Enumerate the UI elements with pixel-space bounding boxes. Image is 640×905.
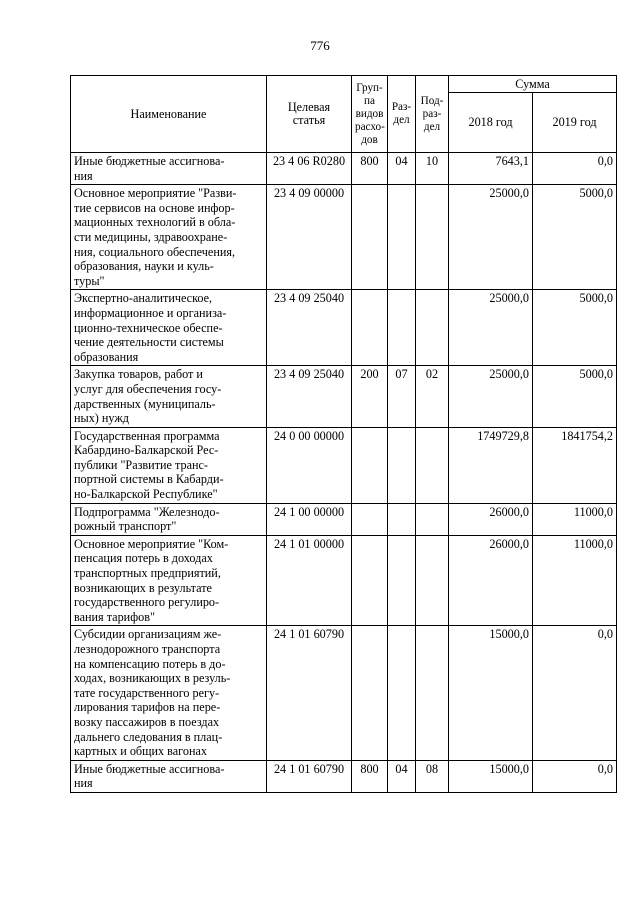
row-name: Основное мероприятие "Ком- пенсация потерь в доходах транспортных предприятий, возникающих в результате государственного регулиро- вания тарифов" bbox=[71, 535, 267, 626]
row-sum-2018: 15000,0 bbox=[449, 760, 533, 792]
row-sum-2019: 11000,0 bbox=[533, 503, 617, 535]
page-number: 776 bbox=[310, 38, 330, 53]
table-row bbox=[71, 366, 617, 427]
table-row bbox=[71, 427, 617, 503]
table-row bbox=[71, 185, 617, 290]
row-target-article: 23 4 09 25040 bbox=[267, 366, 352, 427]
row-target-article: 24 0 00 00000 bbox=[267, 427, 352, 503]
header-target-article: Целевая статья bbox=[267, 76, 352, 153]
header-section: Раз- дел bbox=[388, 76, 416, 153]
row-expense-group bbox=[352, 290, 388, 366]
row-sum-2018: 26000,0 bbox=[449, 535, 533, 626]
row-expense-group bbox=[352, 535, 388, 626]
row-expense-group: 200 bbox=[352, 366, 388, 427]
row-subsection: 02 bbox=[416, 366, 449, 427]
row-sum-2019: 5000,0 bbox=[533, 185, 617, 290]
row-sum-2019: 1841754,2 bbox=[533, 427, 617, 503]
table-row bbox=[71, 290, 617, 366]
row-sum-2018: 15000,0 bbox=[449, 626, 533, 760]
row-sum-2018: 26000,0 bbox=[449, 503, 533, 535]
row-subsection bbox=[416, 185, 449, 290]
header-year-2019: 2019 год bbox=[533, 93, 617, 153]
row-name: Подпрограмма "Железнодо- рожный транспорт" bbox=[71, 503, 267, 535]
table-body bbox=[71, 153, 617, 793]
row-target-article: 24 1 00 00000 bbox=[267, 503, 352, 535]
row-section: 04 bbox=[388, 153, 416, 185]
header-subsection: Под- раз- дел bbox=[416, 76, 449, 153]
row-expense-group bbox=[352, 626, 388, 760]
row-expense-group: 800 bbox=[352, 760, 388, 792]
row-target-article: 24 1 01 00000 bbox=[267, 535, 352, 626]
row-sum-2018: 25000,0 bbox=[449, 290, 533, 366]
row-subsection: 10 bbox=[416, 153, 449, 185]
row-subsection bbox=[416, 290, 449, 366]
row-subsection bbox=[416, 535, 449, 626]
row-sum-2019: 0,0 bbox=[533, 626, 617, 760]
row-name: Экспертно-аналитическое, информационное и организа- ционно-техническое обеспе- чение деятельности системы образования bbox=[71, 290, 267, 366]
row-subsection bbox=[416, 626, 449, 760]
header-sum: Сумма bbox=[449, 76, 617, 93]
row-target-article: 24 1 01 60790 bbox=[267, 760, 352, 792]
row-section bbox=[388, 290, 416, 366]
table-row bbox=[71, 626, 617, 760]
table-row bbox=[71, 760, 617, 792]
row-name: Государственная программа Кабардино-Балкарской Рес- публики "Развитие транс- портной системы в Кабарди- но-Балкарской Республике" bbox=[71, 427, 267, 503]
row-target-article: 23 4 09 00000 bbox=[267, 185, 352, 290]
row-section bbox=[388, 626, 416, 760]
row-sum-2019: 5000,0 bbox=[533, 290, 617, 366]
header-name: Наименование bbox=[71, 76, 267, 153]
row-name: Иные бюджетные ассигнова- ния bbox=[71, 153, 267, 185]
row-sum-2019: 0,0 bbox=[533, 153, 617, 185]
row-name: Иные бюджетные ассигнова- ния bbox=[71, 760, 267, 792]
row-expense-group bbox=[352, 185, 388, 290]
table-row bbox=[71, 503, 617, 535]
row-section: 04 bbox=[388, 760, 416, 792]
row-section bbox=[388, 503, 416, 535]
header-expense-group: Груп- па видов расхо- дов bbox=[352, 76, 388, 153]
row-name: Закупка товаров, работ и услуг для обеспечения госу- дарственных (муниципаль- ных) нужд bbox=[71, 366, 267, 427]
budget-table bbox=[70, 75, 617, 793]
row-subsection: 08 bbox=[416, 760, 449, 792]
row-target-article: 24 1 01 60790 bbox=[267, 626, 352, 760]
row-subsection bbox=[416, 503, 449, 535]
row-expense-group: 800 bbox=[352, 153, 388, 185]
row-target-article: 23 4 06 R0280 bbox=[267, 153, 352, 185]
table-row bbox=[71, 535, 617, 626]
table-row bbox=[71, 153, 617, 185]
row-subsection bbox=[416, 427, 449, 503]
row-section: 07 bbox=[388, 366, 416, 427]
row-section bbox=[388, 427, 416, 503]
row-expense-group bbox=[352, 427, 388, 503]
header-year-2018: 2018 год bbox=[449, 93, 533, 153]
row-sum-2018: 25000,0 bbox=[449, 185, 533, 290]
row-sum-2019: 5000,0 bbox=[533, 366, 617, 427]
row-sum-2019: 11000,0 bbox=[533, 535, 617, 626]
row-sum-2018: 1749729,8 bbox=[449, 427, 533, 503]
row-expense-group bbox=[352, 503, 388, 535]
row-sum-2019: 0,0 bbox=[533, 760, 617, 792]
row-sum-2018: 7643,1 bbox=[449, 153, 533, 185]
row-target-article: 23 4 09 25040 bbox=[267, 290, 352, 366]
row-section bbox=[388, 535, 416, 626]
row-section bbox=[388, 185, 416, 290]
row-name: Субсидии организациям же- лезнодорожного транспорта на компенсацию потерь в до- ходах, возникающих в резуль- тате государственного регу- лирования тарифов на пере- возку пассажиров в поездах дальнего следования в плац- картных и общих вагонах bbox=[71, 626, 267, 760]
row-name: Основное мероприятие "Разви- тие сервисов на основе инфор- мационных технологий в обла- сти медицины, здравоохране- ния, социального обеспечения, образования, науки и куль- туры" bbox=[71, 185, 267, 290]
row-sum-2018: 25000,0 bbox=[449, 366, 533, 427]
